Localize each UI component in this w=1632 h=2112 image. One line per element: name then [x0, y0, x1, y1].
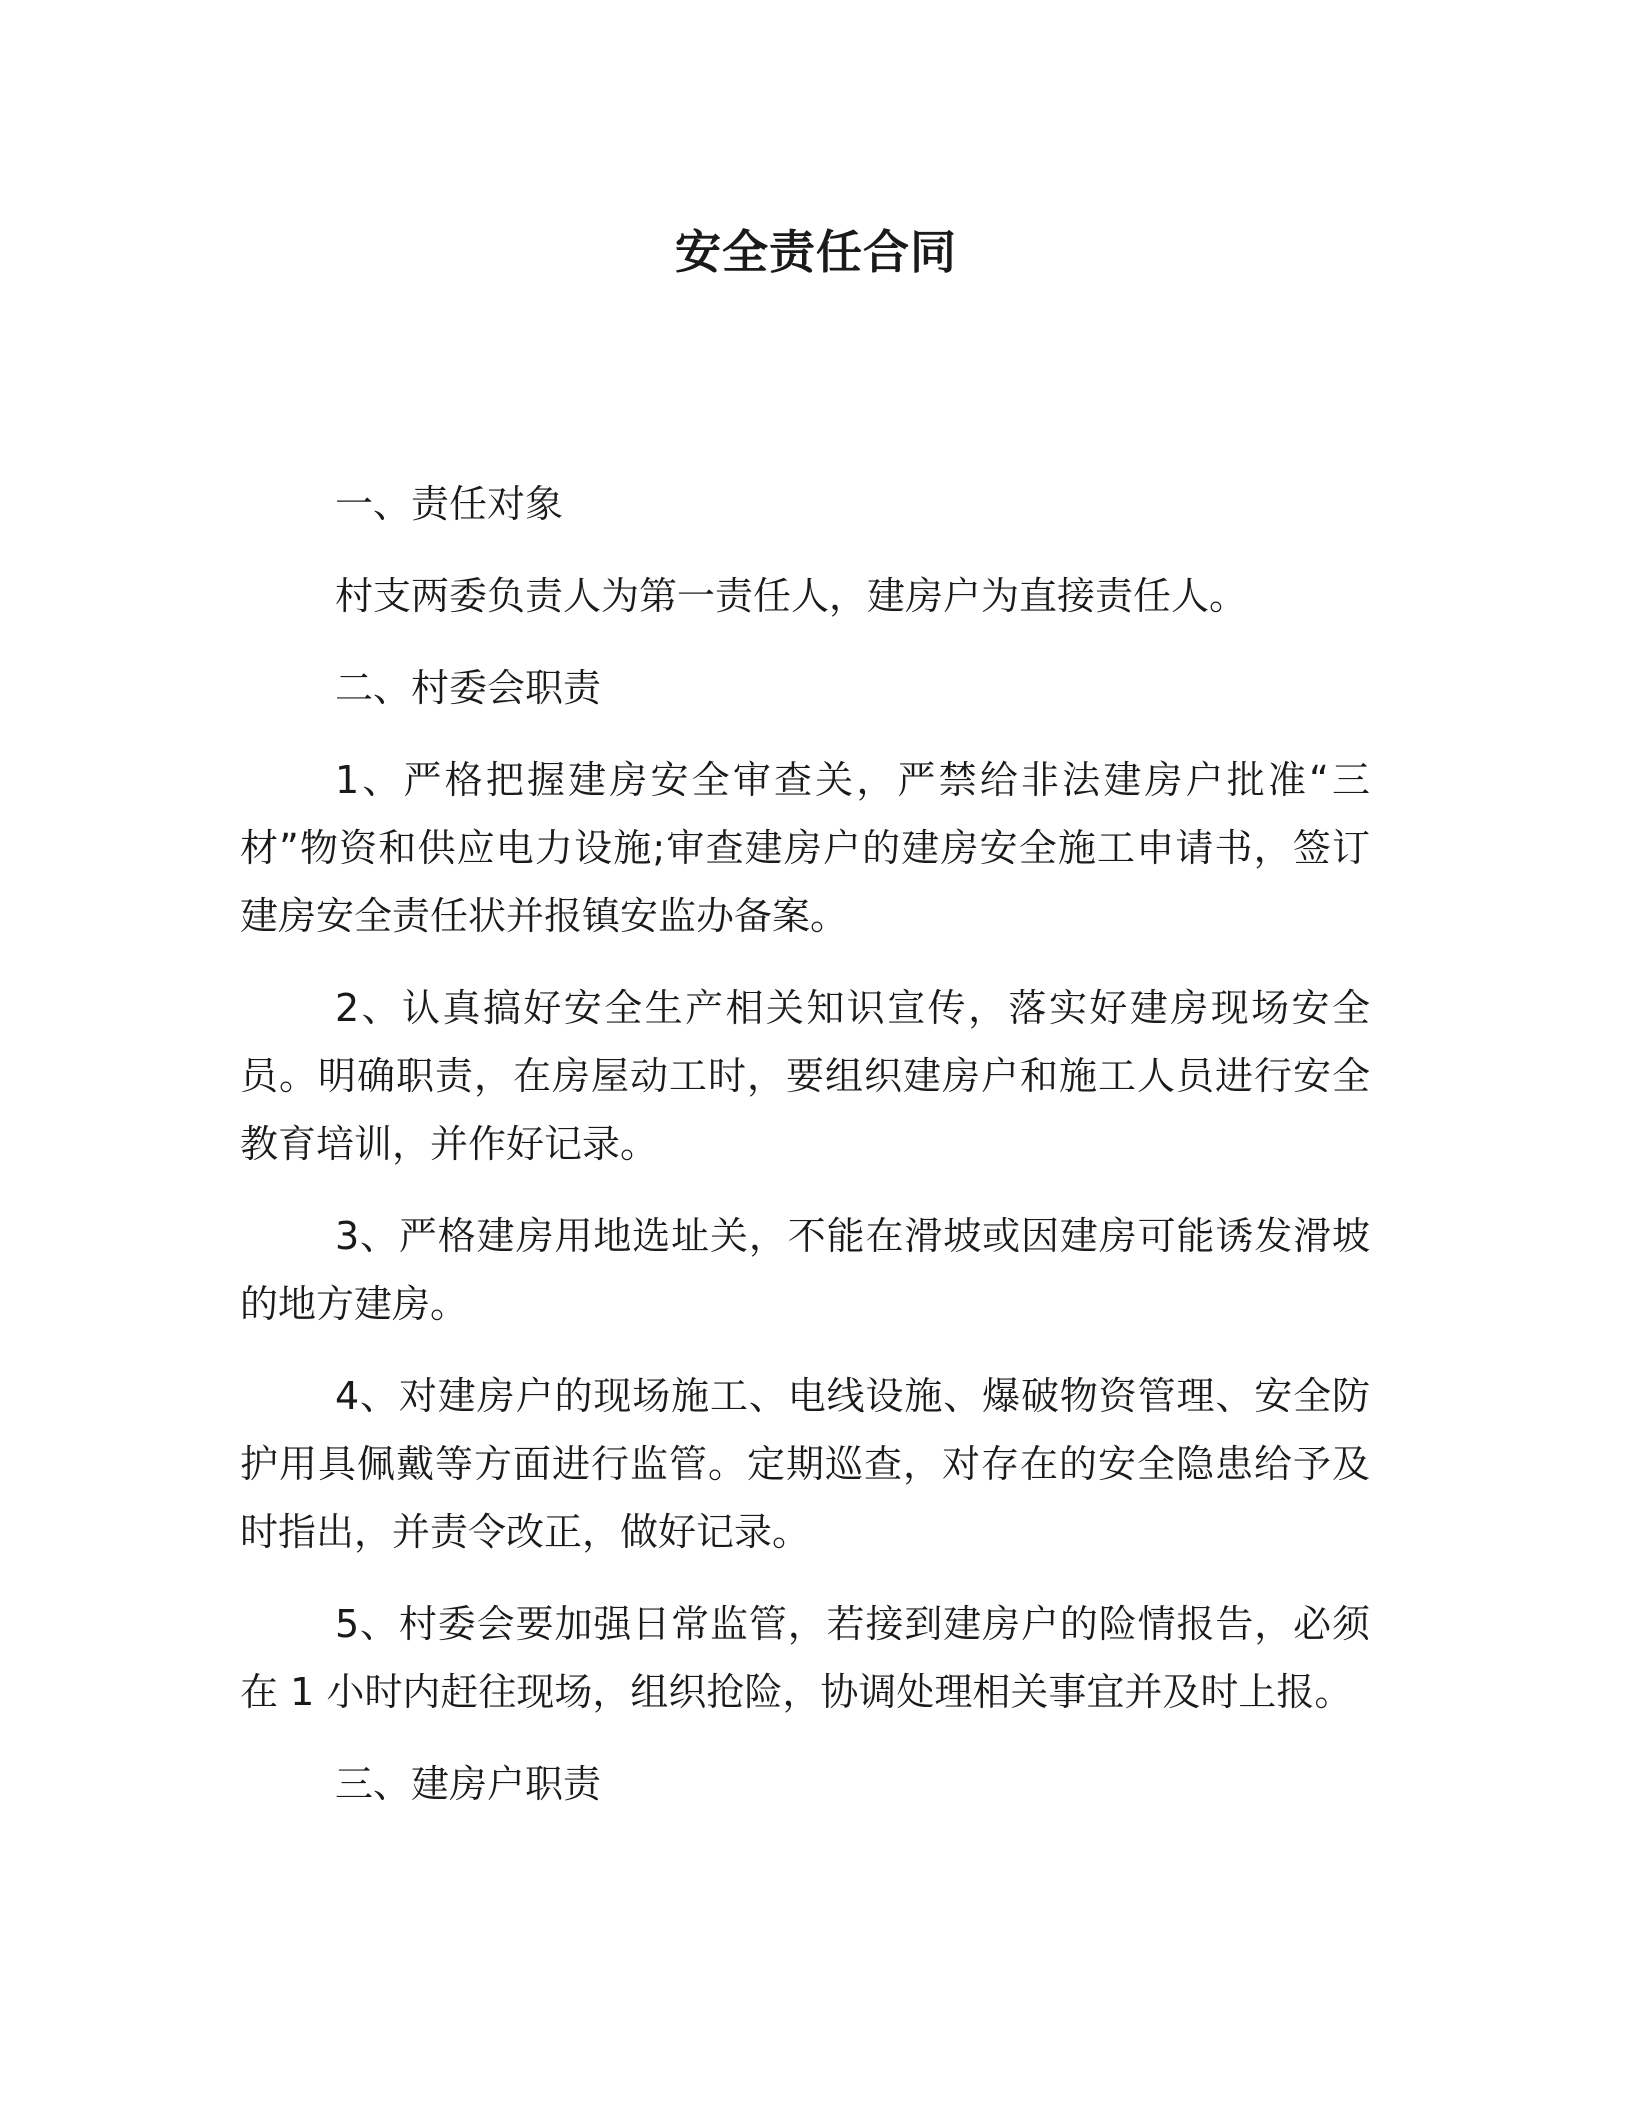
paragraph-duty-4: 4、对建房户的现场施工、电线设施、爆破物资管理、安全防护用具佩戴等方面进行监管。定期巡查，对存在的安全隐患给予及时指出，并责令改正，做好记录。	[240, 1374, 1370, 1554]
paragraph-duty-3: 3、严格建房用地选址关，不能在滑坡或因建房可能诱发滑坡的地方建房。	[240, 1214, 1370, 1326]
section-heading-village-committee-duties: 二、村委会职责	[335, 666, 602, 710]
document-body	[240, 470, 1370, 1842]
paragraph-responsible-parties: 村支两委负责人为第一责任人，建房户为直接责任人。	[335, 574, 1248, 618]
paragraph-duty-5: 5、村委会要加强日常监管，若接到建房户的险情报告，必须在 1 小时内赶往现场，组织抢险，协调处理相关事宜并及时上报。	[240, 1602, 1370, 1714]
paragraph-duty-2: 2、认真搞好安全生产相关知识宣传，落实好建房现场安全员。明确职责，在房屋动工时，要组织建房户和施工人员进行安全教育培训，并作好记录。	[240, 986, 1370, 1166]
document-title: 安全责任合同	[675, 225, 957, 279]
paragraph-duty-1: 1、严格把握建房安全审查关，严禁给非法建房户批准“三材”物资和供应电力设施;审查建房户的建房安全施工申请书，签订建房安全责任状并报镇安监办备案。	[240, 758, 1370, 938]
section-heading-responsible-parties: 一、责任对象	[335, 482, 564, 526]
section-heading-builder-duties: 三、建房户职责	[335, 1762, 602, 1806]
